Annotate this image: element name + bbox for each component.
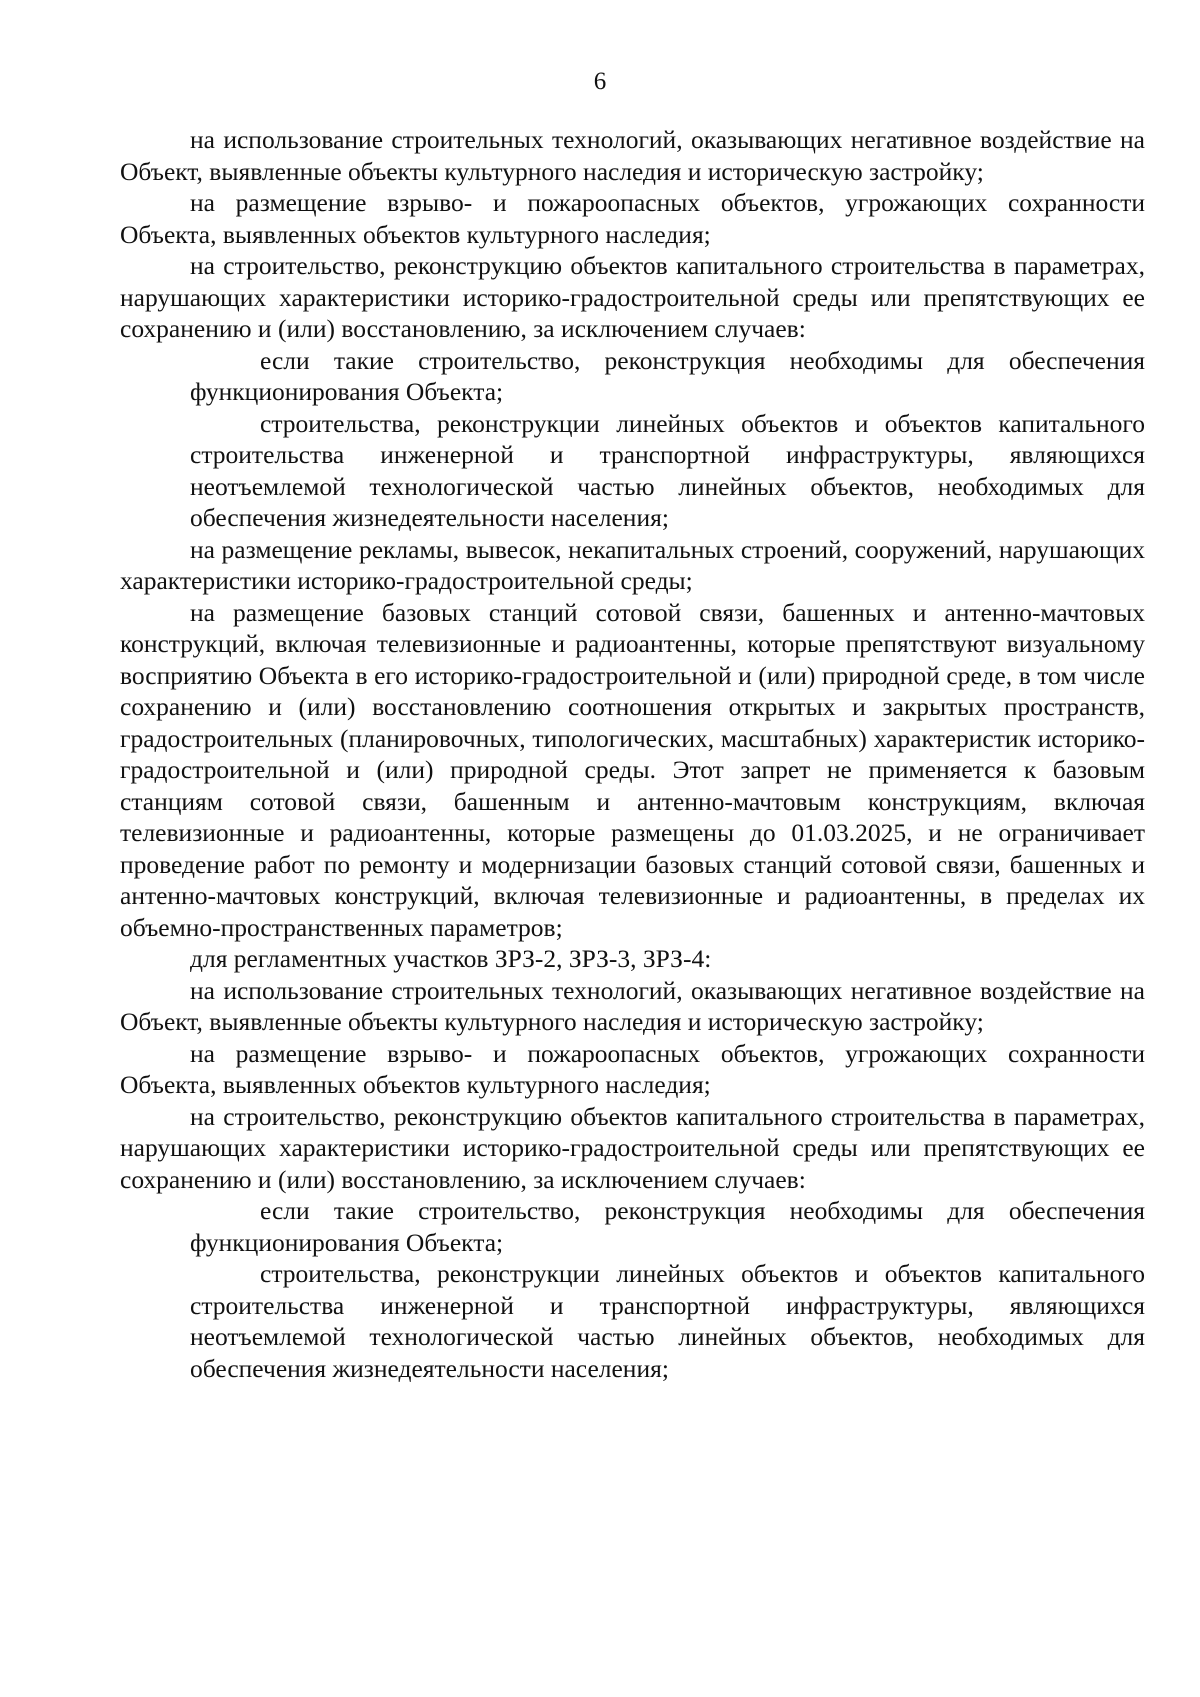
sub-paragraph: строительства, реконструкции линейных объектов и объектов капитального строительства инженерной и транспортной инфраструктуры, являющихся неотъемлемой технологической частью линейных объектов, необходимых для обеспечения жизнедеятельности населения; (190, 408, 1145, 532)
paragraph: на размещение взрыво- и пожароопасных объектов, угрожающих сохранности Объекта, выявленных объектов культурного наследия; (120, 1038, 1145, 1099)
paragraph: на размещение взрыво- и пожароопасных объектов, угрожающих сохранности Объекта, выявленных объектов культурного наследия; (120, 188, 1145, 249)
paragraph: на строительство, реконструкцию объектов капитального строительства в параметрах, нарушающих характеристики историко-градостроительной среды или препятствующих ее сохранению и (или) восстановлению, за исключением случаев: (120, 251, 1145, 343)
document-body (120, 124, 1145, 1384)
paragraph: на размещение рекламы, вывесок, некапитальных строений, сооружений, нарушающих характеристики историко-градостроительной среды; (120, 534, 1145, 595)
sub-paragraph: строительства, реконструкции линейных объектов и объектов капитального строительства инженерной и транспортной инфраструктуры, являющихся неотъемлемой технологической частью линейных объектов, необходимых для обеспечения жизнедеятельности населения; (190, 1259, 1145, 1383)
paragraph: на размещение базовых станций сотовой связи, башенных и антенно-мачтовых конструкций, включая телевизионные и радиоантенны, которые препятствуют визуальному восприятию Объекта в его историко-градостроительной и (или) природной среде, в том числе сохранению и (или) восстановлению соотношения открытых и закрытых пространств, градостроительных (планировочных, типологических, масштабных) характеристик историко-градостроительной и (или) природной среды. Этот запрет не применяется к базовым станциям сотовой связи, башенным и антенно-мачтовым конструкциям, включая телевизионные и радиоантенны, которые размещены до 01.03.2025, и не ограничивает проведение работ по ремонту и модернизации базовых станций сотовой связи, башенных и антенно-мачтовых конструкций, включая телевизионные и радиоантенны, в пределах их объемно-пространственных параметров; (120, 597, 1145, 942)
paragraph: на использование строительных технологий, оказывающих негативное воздействие на Объект, выявленные объекты культурного наследия и историческую застройку; (120, 975, 1145, 1036)
paragraph: на строительство, реконструкцию объектов капитального строительства в параметрах, нарушающих характеристики историко-градостроительной среды или препятствующих ее сохранению и (или) восстановлению, за исключением случаев: (120, 1101, 1145, 1194)
sub-paragraph: если такие строительство, реконструкция необходимы для обеспечения функционирования Объекта; (190, 1196, 1145, 1257)
sub-paragraph: если такие строительство, реконструкция необходимы для обеспечения функционирования Объекта; (190, 345, 1145, 406)
section-heading: для регламентных участков ЗРЗ-2, ЗРЗ-3, ЗРЗ-4: (190, 944, 712, 973)
page-number: 6 (593, 68, 607, 95)
paragraph: на использование строительных технологий, оказывающих негативное воздействие на Объект, выявленные объекты культурного наследия и историческую застройку; (120, 125, 1145, 186)
